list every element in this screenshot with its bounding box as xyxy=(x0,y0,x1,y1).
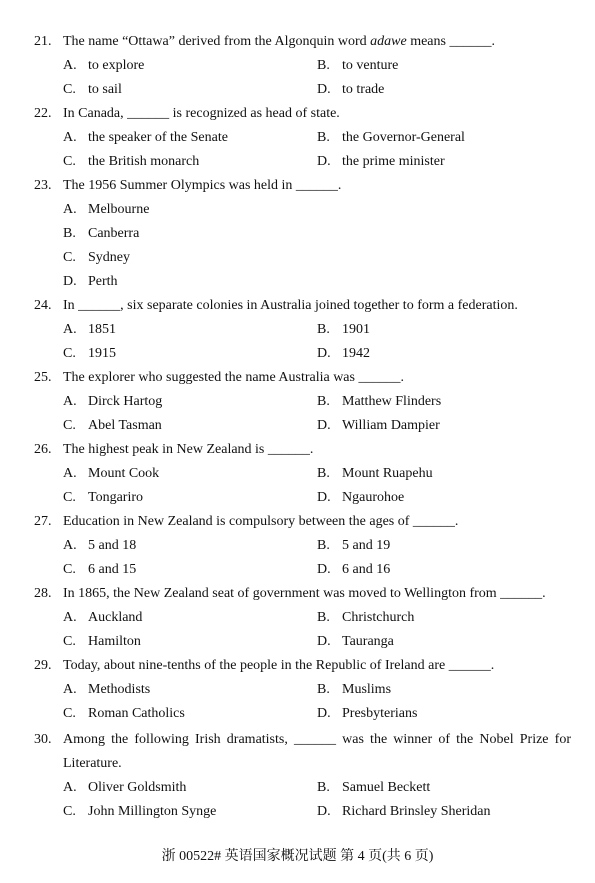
question-25 xyxy=(34,366,571,390)
option-c: C. 1915 xyxy=(63,346,116,361)
question-stem: The explorer who suggested the name Australia was ______. xyxy=(63,370,404,385)
option-a: A. 1851 xyxy=(63,322,116,337)
option-b: B. Muslims xyxy=(317,682,392,697)
italic-term: adawe xyxy=(370,34,407,49)
option-d: D. the prime minister xyxy=(317,154,445,169)
option-d: D. Tauranga xyxy=(317,634,394,649)
option-a: A. Dirck Hartog xyxy=(63,394,163,409)
option-b: B. 1901 xyxy=(317,322,370,337)
option-b: B. to venture xyxy=(317,58,399,73)
question-number: 21. xyxy=(34,34,52,49)
option-b: B. Mount Ruapehu xyxy=(317,466,433,481)
option-a: A. Methodists xyxy=(63,682,151,697)
option-a: A. 5 and 18 xyxy=(63,538,137,553)
page-footer: 浙 00522# 英语国家概况试题 第 4 页(共 6 页) xyxy=(161,849,434,864)
question-stem: In Canada, ______ is recognized as head of state. xyxy=(63,106,340,121)
option-c: C. Hamilton xyxy=(63,634,141,649)
option-c: C. Sydney xyxy=(63,250,130,265)
option-b: B. Matthew Flinders xyxy=(317,394,442,409)
option-c: C. John Millington Synge xyxy=(63,804,217,819)
question-22 xyxy=(34,102,571,126)
option-b: B. 5 and 19 xyxy=(317,538,391,553)
question-21 xyxy=(34,30,571,54)
question-23 xyxy=(34,174,571,198)
question-number: 30. xyxy=(34,732,52,747)
option-a: A. Oliver Goldsmith xyxy=(63,780,187,795)
question-28 xyxy=(34,582,571,606)
question-29 xyxy=(34,654,571,678)
question-number: 25. xyxy=(34,370,52,385)
question-stem: Among the following Irish dramatists, ______ was the winner of the Nobel Prize for Literature. xyxy=(63,732,571,771)
option-a: A. Mount Cook xyxy=(63,466,160,481)
option-a: A. Auckland xyxy=(63,610,143,625)
question-stem: Education in New Zealand is compulsory between the ages of ______. xyxy=(63,514,459,529)
option-d: D. Richard Brinsley Sheridan xyxy=(317,804,491,819)
option-c: C. the British monarch xyxy=(63,154,200,169)
option-a: A. the speaker of the Senate xyxy=(63,130,228,145)
option-d: D. 1942 xyxy=(317,346,370,361)
question-stem: Today, about nine-tenths of the people in the Republic of Ireland are ______. xyxy=(63,658,495,673)
question-26 xyxy=(34,438,571,462)
question-stem: In 1865, the New Zealand seat of government was moved to Wellington from ______. xyxy=(63,586,546,601)
option-b: B. Christchurch xyxy=(317,610,415,625)
question-stem: The highest peak in New Zealand is ______. xyxy=(63,442,314,457)
option-c: C. 6 and 15 xyxy=(63,562,137,577)
question-stem: The 1956 Summer Olympics was held in ______. xyxy=(63,178,342,193)
question-stem: The name “Ottawa” derived from the Algonquin word adawe means ______. xyxy=(63,34,495,49)
option-c: C. Roman Catholics xyxy=(63,706,185,721)
question-27 xyxy=(34,510,571,534)
question-30 xyxy=(34,728,571,776)
question-number: 28. xyxy=(34,586,52,601)
question-number: 24. xyxy=(34,298,52,313)
question-number: 27. xyxy=(34,514,52,529)
option-c: C. Tongariro xyxy=(63,490,144,505)
option-d: D. Ngaurohoe xyxy=(317,490,405,505)
question-number: 23. xyxy=(34,178,52,193)
option-d: D. William Dampier xyxy=(317,418,440,433)
option-b: B. the Governor-General xyxy=(317,130,465,145)
question-24 xyxy=(34,294,571,318)
option-c: C. to sail xyxy=(63,82,122,97)
question-number: 22. xyxy=(34,106,52,121)
option-b: B. Canberra xyxy=(63,226,140,241)
option-b: B. Samuel Beckett xyxy=(317,780,431,795)
question-stem: In ______, six separate colonies in Australia joined together to form a federation. xyxy=(63,298,518,313)
option-c: C. Abel Tasman xyxy=(63,418,162,433)
option-d: D. to trade xyxy=(317,82,385,97)
option-a: A. to explore xyxy=(63,58,145,73)
question-number: 29. xyxy=(34,658,52,673)
option-a: A. Melbourne xyxy=(63,202,150,217)
option-d: D. 6 and 16 xyxy=(317,562,391,577)
option-d: D. Presbyterians xyxy=(317,706,418,721)
option-d: D. Perth xyxy=(63,274,118,289)
question-number: 26. xyxy=(34,442,52,457)
